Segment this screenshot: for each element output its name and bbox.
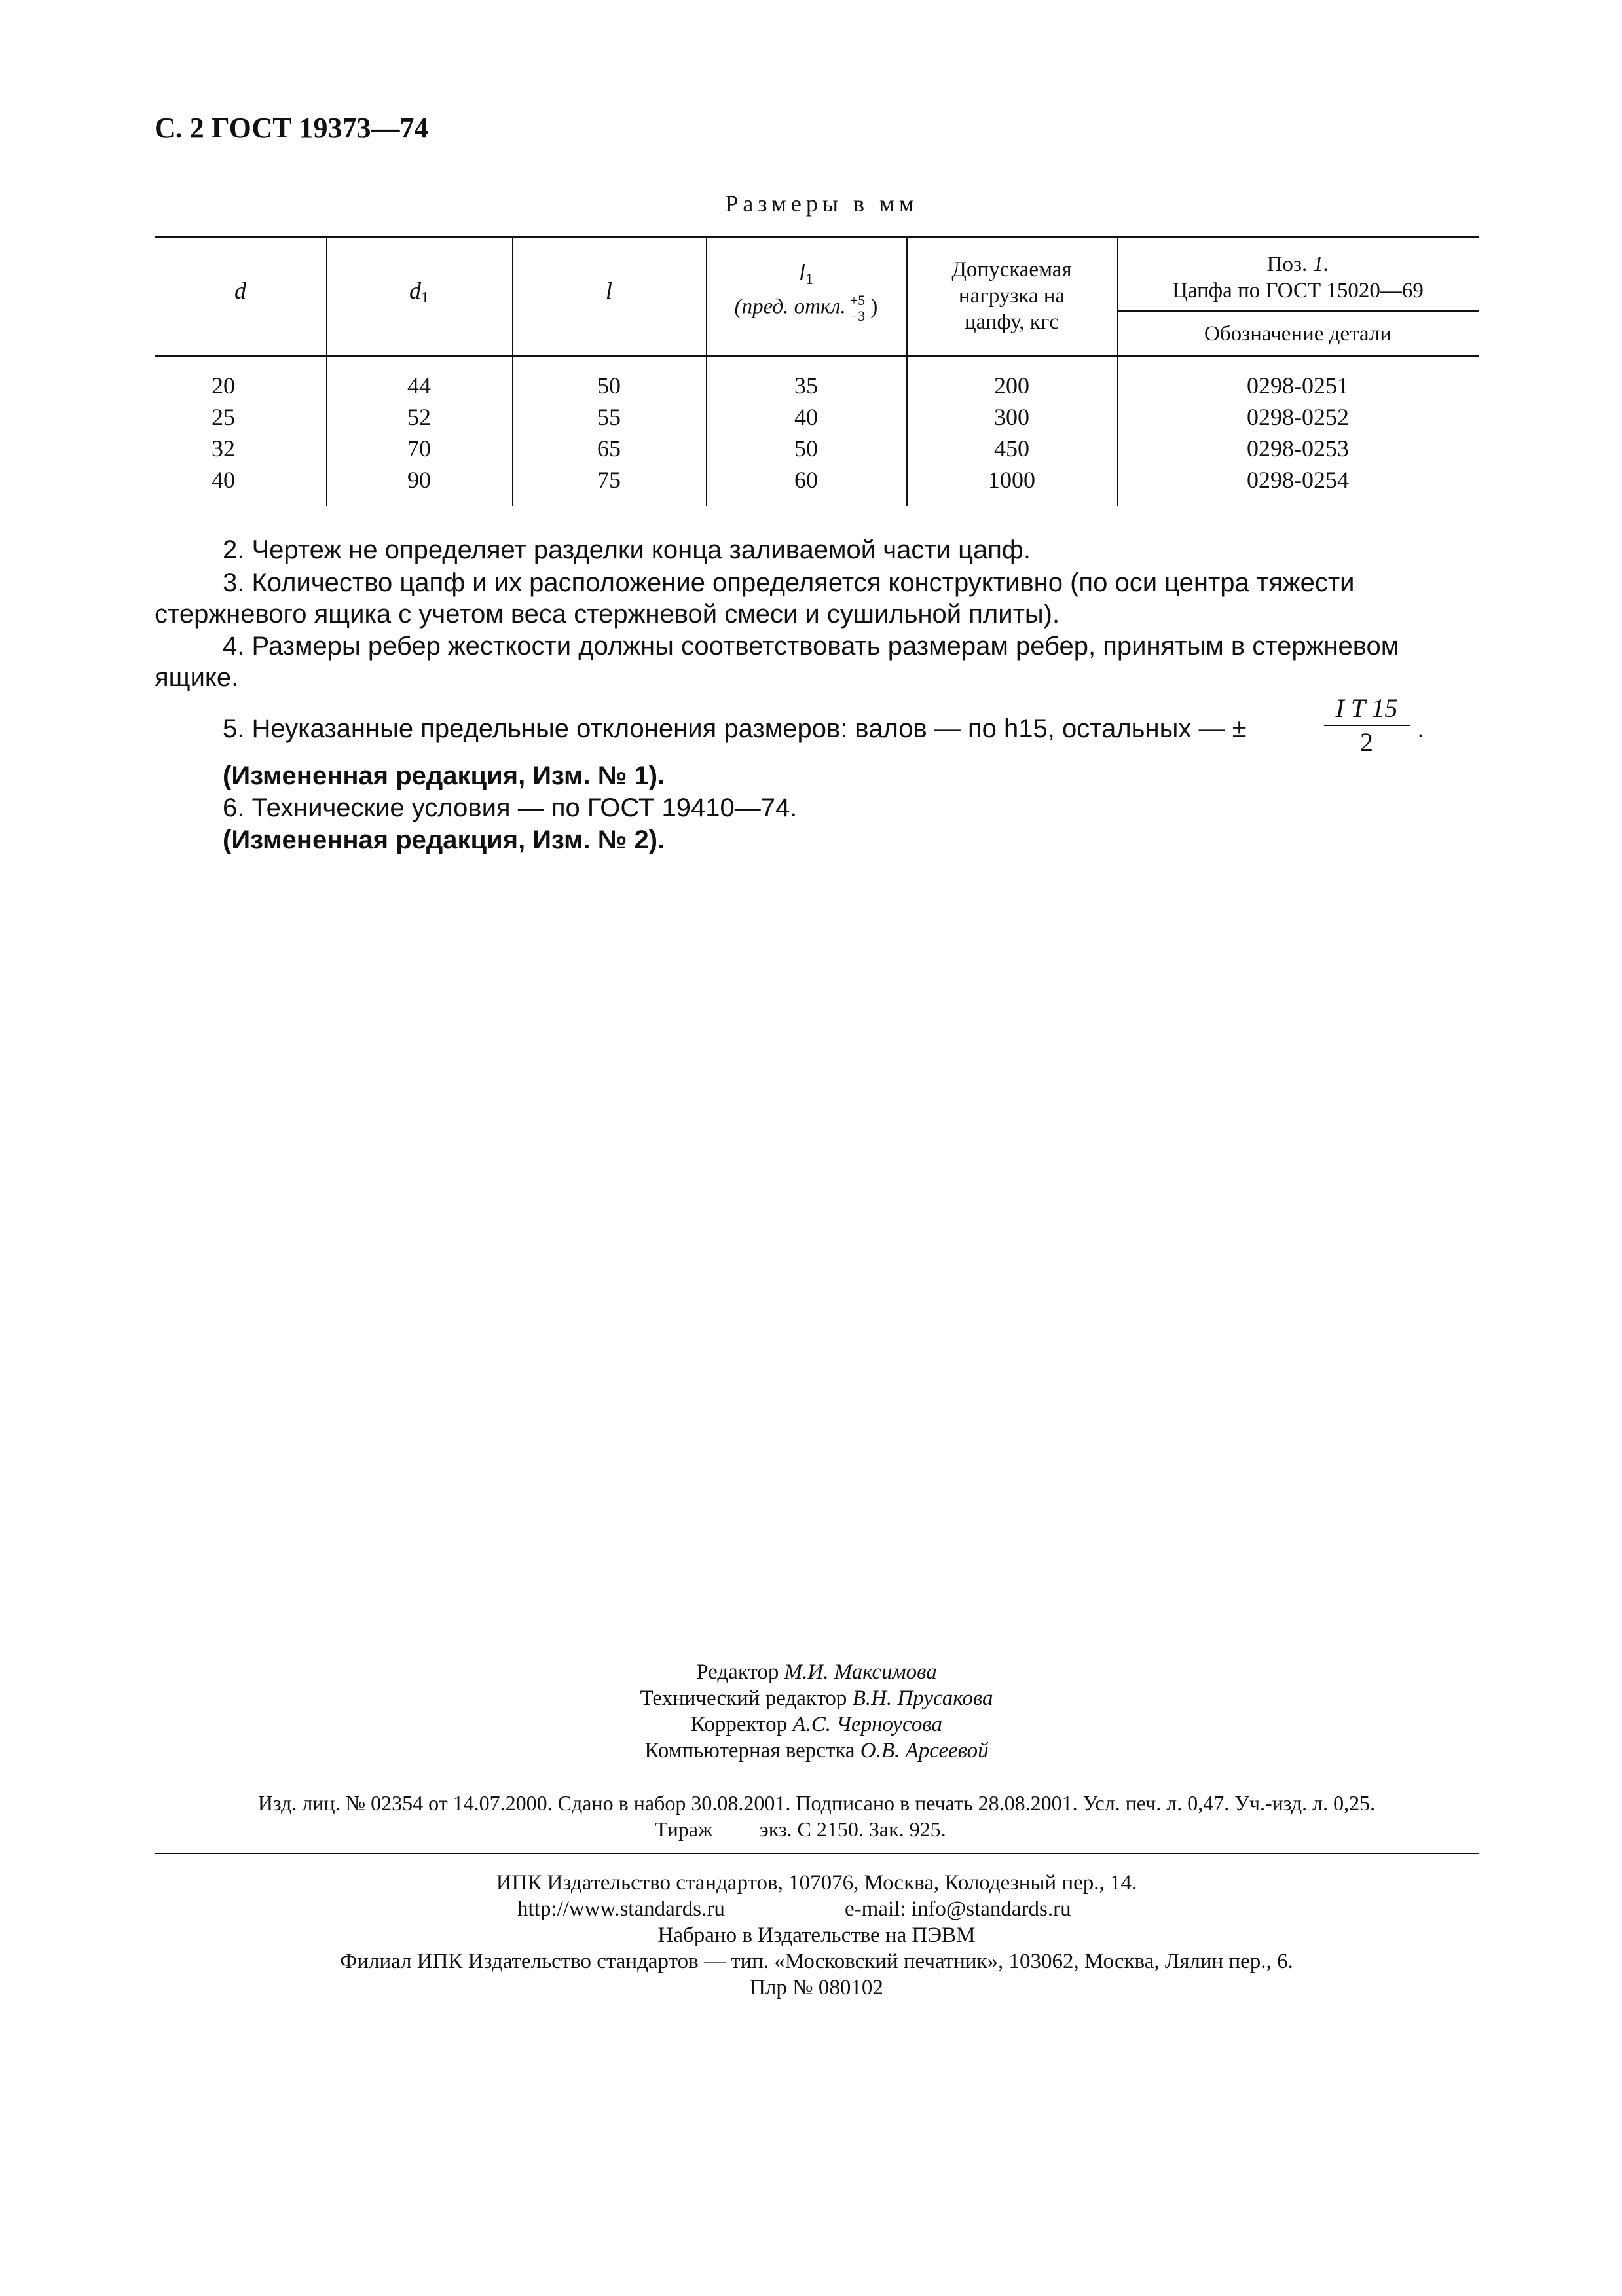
note-6: 6. Технические условия — по ГОСТ 19410—74. bbox=[223, 793, 798, 822]
cell-l: 65 bbox=[597, 435, 621, 462]
cell-designation: 0298-0254 bbox=[1247, 467, 1349, 493]
header-load: Допускаемая нагрузка на цапфу, кгс bbox=[951, 258, 1072, 334]
cell-d: 32 bbox=[212, 435, 235, 462]
note-5-period: . bbox=[1417, 714, 1425, 743]
cell-d1: 44 bbox=[407, 373, 431, 399]
change-note-2: (Измененная редакция, Изм. № 2). bbox=[223, 826, 665, 854]
cell-l: 50 bbox=[597, 373, 621, 399]
cell-load: 200 bbox=[994, 373, 1029, 399]
cell-l: 75 bbox=[597, 467, 621, 493]
cell-d1: 90 bbox=[407, 467, 431, 493]
note-2: 2. Чертеж не определяет разделки конца заливаемой части цапф. bbox=[223, 536, 1031, 564]
imprint-editor: Редактор М.И. Максимова bbox=[696, 1660, 937, 1684]
header-d1: $d_1$ bbox=[409, 278, 429, 306]
cell-l1: 35 bbox=[794, 373, 818, 399]
header-d: d bbox=[234, 278, 246, 304]
imprint-corrector: Корректор А.С. Черноусова bbox=[691, 1713, 942, 1736]
imprint-typeset: Набрано в Издательстве на ПЭВМ bbox=[657, 1923, 976, 1947]
note-5-fraction-denominator: 2 bbox=[1360, 727, 1373, 757]
imprint-branch: Филиал ИПК Издательство стандартов — тип. «Московский печатник», 103062, Москва, Лялин пер., 6. bbox=[340, 1950, 1293, 1973]
cell-l1: 50 bbox=[794, 435, 818, 462]
table-caption: Размеры в мм bbox=[725, 191, 919, 217]
cell-designation: 0298-0252 bbox=[1247, 404, 1349, 430]
cell-l1: 60 bbox=[794, 467, 818, 493]
cell-designation: 0298-0253 bbox=[1247, 435, 1349, 462]
cell-load: 300 bbox=[994, 404, 1029, 430]
imprint-email: e-mail: info@standards.ru bbox=[845, 1897, 1071, 1921]
cell-d: 40 bbox=[212, 467, 235, 493]
note-4-line1: 4. Размеры ребер жесткости должны соответствовать размерам ребер, принятым в стержневом bbox=[223, 632, 1399, 661]
imprint-publication-tirazh: Тираж bbox=[655, 1817, 713, 1841]
cell-d: 20 bbox=[212, 373, 235, 399]
note-3-line1: 3. Количество цапф и их расположение определяется конструктивно (по оси центра тяжести bbox=[223, 568, 1355, 597]
cell-l1: 40 bbox=[794, 404, 818, 430]
table-header-bottom-rule bbox=[155, 355, 1479, 357]
cell-l: 55 bbox=[597, 404, 621, 430]
imprint-publication-line2: экз. С 2150. Зак. 925. bbox=[760, 1817, 946, 1841]
note-5: 5. Неуказанные предельные отклонения размеров: валов — по h15, остальных — ± bbox=[223, 714, 1247, 743]
imprint-tech-editor: Технический редактор В.Н. Прусакова bbox=[640, 1686, 993, 1710]
note-4-line2: ящике. bbox=[155, 663, 239, 692]
table-top-rule bbox=[155, 236, 1479, 238]
header-l: l bbox=[605, 278, 612, 304]
imprint-publication-line1: Изд. лиц. № 02354 от 14.07.2000. Сдано в набор 30.08.2001. Подписано в печать 28.08.2001. Усл. печ. л. 0,47. Уч.-изд. л. 0,25. bbox=[257, 1791, 1376, 1815]
change-note-1: (Измененная редакция, Изм. № 1). bbox=[223, 761, 665, 790]
imprint-website: http://www.standards.ru bbox=[517, 1897, 725, 1921]
header-designation: Обозначение детали bbox=[1204, 322, 1392, 346]
cell-load: 450 bbox=[994, 435, 1029, 462]
page-header: С. 2 ГОСТ 19373—74 bbox=[155, 112, 429, 144]
imprint-ipk: ИПК Издательство стандартов, 107076, Москва, Колодезный пер., 14. bbox=[496, 1871, 1137, 1895]
cell-designation: 0298-0251 bbox=[1247, 373, 1349, 399]
imprint-layout: Компьютерная верстка О.В. Арсеевой bbox=[644, 1739, 989, 1762]
header-position: Поз. 1. Цапфа по ГОСТ 15020—69 bbox=[1172, 253, 1424, 302]
cell-d1: 70 bbox=[407, 435, 431, 462]
imprint-rule bbox=[155, 1853, 1479, 1854]
cell-load: 1000 bbox=[988, 467, 1035, 493]
note-5-fraction-numerator: I T 15 bbox=[1335, 693, 1398, 723]
table-subheader-rule bbox=[1117, 310, 1479, 312]
imprint-plr: Плр № 080102 bbox=[750, 1976, 883, 1999]
cell-d1: 52 bbox=[407, 404, 431, 430]
note-5-fraction-bar bbox=[1324, 725, 1410, 726]
note-3-line2: стержневого ящика с учетом веса стержневой смеси и сушильной плиты). bbox=[155, 600, 1060, 629]
header-l1: $l_1$ (пред. откл. +5 −3 ) bbox=[734, 259, 878, 324]
cell-d: 25 bbox=[212, 404, 235, 430]
